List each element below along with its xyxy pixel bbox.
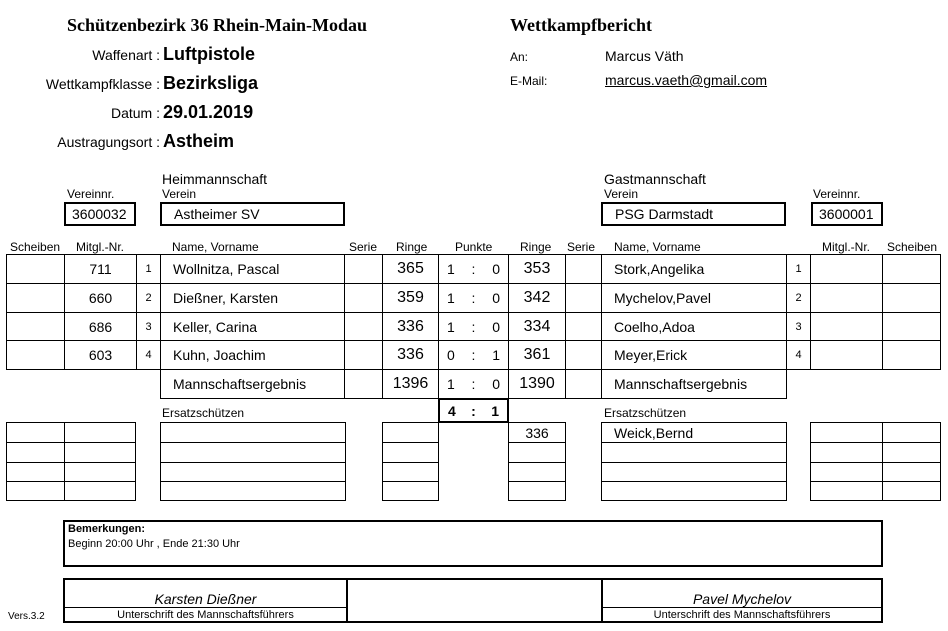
match-points: [438, 254, 509, 284]
match-points: [438, 340, 509, 370]
col-series-guest: Serie: [567, 240, 596, 254]
home-sub-targets: [6, 462, 65, 482]
guest-targets-cell: [882, 312, 941, 341]
weapon-label: Waffenart :: [92, 47, 160, 63]
home-targets-cell: [6, 283, 65, 313]
home-signature-caption: Unterschrift des Mannschaftsführers: [117, 609, 294, 621]
points-home: 0: [447, 347, 455, 363]
col-rings-home: Ringe: [396, 240, 428, 254]
col-member-no-home: Mitgl.-Nr.: [76, 240, 124, 254]
guest-member-no: [810, 283, 883, 313]
col-points: Punkte: [455, 240, 493, 254]
points-home: 1: [447, 318, 455, 335]
home-position: 3: [136, 312, 161, 341]
home-shooter-name: Kuhn, Joachim: [160, 340, 345, 370]
guest-rings: 334: [508, 312, 566, 341]
guest-sub-name: [601, 442, 787, 463]
points-guest: 1: [492, 347, 500, 363]
home-club-no-label: Vereinnr.: [67, 187, 115, 201]
match-points: [438, 283, 509, 313]
home-sub-targets: [6, 481, 65, 501]
guest-position: 4: [786, 340, 811, 370]
guest-shooter-name: Stork,Angelika: [601, 254, 787, 284]
home-shooter-name: Keller, Carina: [160, 312, 345, 341]
home-shooter-name: Dießner, Karsten: [160, 283, 345, 313]
points-sep: :: [471, 290, 476, 306]
guest-rings: 353: [508, 254, 566, 284]
home-series-cell: [344, 312, 383, 341]
guest-sub-targets: [882, 462, 941, 482]
guest-sub-name: [601, 481, 787, 501]
col-targets-home: Scheiben: [10, 240, 61, 254]
guest-targets-cell: [882, 340, 941, 370]
guest-member-no: [810, 340, 883, 370]
home-team-series: [344, 369, 383, 399]
guest-sub-targets: [882, 442, 941, 463]
col-series-home: Serie: [349, 240, 378, 254]
col-name-guest: Name, Vorname: [614, 240, 701, 254]
guest-team-title: Gastmannschaft: [604, 171, 706, 187]
guest-position: 2: [786, 283, 811, 313]
version-label: Vers.3.2: [8, 611, 45, 622]
email-label: E-Mail:: [510, 74, 548, 88]
remarks-box: [63, 520, 883, 567]
home-targets-cell: [6, 254, 65, 284]
home-member-no: 711: [64, 254, 137, 284]
home-series-cell: [344, 254, 383, 284]
home-sub-rings: [382, 462, 439, 482]
match-points: [438, 312, 509, 341]
guest-series-cell: [565, 312, 602, 341]
remarks-text: Beginn 20:00 Uhr , Ende 21:30 Uhr: [68, 538, 240, 550]
guest-member-no: [810, 254, 883, 284]
venue-value: Astheim: [163, 131, 235, 151]
points-sep: :: [471, 376, 476, 392]
home-sub-rings: [382, 481, 439, 501]
home-sub-targets: [6, 422, 65, 443]
guest-position: 1: [786, 254, 811, 284]
class-label: Wettkampfklasse :: [45, 76, 160, 92]
guest-targets-cell: [882, 283, 941, 313]
home-position: 1: [136, 254, 161, 284]
points-home: 4: [448, 402, 456, 419]
guest-position: 3: [786, 312, 811, 341]
home-sub-targets: [6, 442, 65, 463]
home-sub-member-no: [64, 422, 136, 443]
home-rings: 336: [382, 312, 439, 341]
guest-series-cell: [565, 283, 602, 313]
points-sep: :: [471, 318, 476, 335]
guest-club-no-label: Vereinnr.: [813, 187, 861, 201]
guest-sub-member-no: [810, 422, 883, 443]
home-series-cell: [344, 340, 383, 370]
district-title: Schützenbezirk 36 Rhein-Main-Modau: [67, 15, 368, 35]
home-sub-name: [160, 462, 346, 482]
home-captain-signature: Karsten Dießner: [154, 591, 257, 607]
class-value: Bezirksliga: [163, 73, 259, 93]
guest-sub-rings: [508, 462, 566, 482]
signature-box: [63, 578, 883, 623]
points-sep: :: [471, 347, 476, 363]
home-sub-member-no: [64, 481, 136, 501]
guest-shooter-name: Coelho,Adoa: [601, 312, 787, 341]
guest-signature-caption: Unterschrift des Mannschaftsführers: [653, 609, 831, 621]
guest-captain-signature: Pavel Mychelov: [692, 591, 792, 607]
date-label: Datum :: [110, 105, 160, 121]
points-home: 1: [447, 376, 455, 392]
home-team-title: Heimmannschaft: [162, 171, 268, 187]
home-club-name: Astheimer SV: [160, 202, 345, 226]
home-sub-member-no: [64, 462, 136, 482]
recipient-name: Marcus Väth: [605, 48, 684, 64]
guest-sub-name: Weick,Bernd: [601, 422, 787, 443]
points-home: 1: [447, 261, 455, 277]
guest-member-no: [810, 312, 883, 341]
guest-sub-rings: [508, 481, 566, 501]
guest-shooter-name: Mychelov,Pavel: [601, 283, 787, 313]
col-name-home: Name, Vorname: [172, 240, 259, 254]
points-guest: 0: [492, 376, 500, 392]
guest-series-cell: [565, 340, 602, 370]
remarks-label: Bemerkungen:: [68, 523, 146, 535]
guest-club-name: PSG Darmstadt: [601, 202, 786, 226]
home-position: 4: [136, 340, 161, 370]
guest-team-series: [565, 369, 602, 399]
points-guest: 0: [492, 261, 500, 277]
home-sub-name: [160, 422, 346, 443]
home-member-no: 603: [64, 340, 137, 370]
weapon-value: Luftpistole: [163, 44, 255, 64]
guest-club-no: 3600001: [811, 202, 883, 226]
home-shooter-name: Wollnitza, Pascal: [160, 254, 345, 284]
home-rings: 359: [382, 283, 439, 313]
guest-rings: 361: [508, 340, 566, 370]
guest-sub-rings: 336: [508, 422, 566, 443]
home-club-label: Verein: [162, 187, 197, 201]
points-sep: :: [471, 261, 476, 277]
home-team-rings: 1396: [382, 369, 439, 399]
home-sub-member-no: [64, 442, 136, 463]
guest-team-rings: 1390: [508, 369, 566, 399]
email-link[interactable]: marcus.vaeth@gmail.com: [605, 72, 768, 88]
home-targets-cell: [6, 340, 65, 370]
guest-sub-member-no: [810, 442, 883, 463]
recipient-label: An:: [510, 50, 529, 64]
team-points: [438, 369, 509, 399]
points-guest: 0: [492, 318, 500, 335]
guest-series-cell: [565, 254, 602, 284]
home-series-cell: [344, 283, 383, 313]
home-member-no: 660: [64, 283, 137, 313]
col-member-no-guest: Mitgl.-Nr.: [822, 240, 870, 254]
home-sub-name: [160, 442, 346, 463]
points-guest: 1: [491, 402, 499, 419]
home-position: 2: [136, 283, 161, 313]
home-sub-name: [160, 481, 346, 501]
col-rings-guest: Ringe: [520, 240, 552, 254]
guest-shooter-name: Meyer,Erick: [601, 340, 787, 370]
guest-sub-rings: [508, 442, 566, 463]
guest-team-result-label: Mannschaftsergebnis: [601, 369, 787, 399]
guest-rings: 342: [508, 283, 566, 313]
home-member-no: 686: [64, 312, 137, 341]
home-team-result-label: Mannschaftsergebnis: [160, 369, 345, 399]
home-substitutes-label: Ersatzschützen: [162, 406, 245, 420]
home-sub-rings: [382, 442, 439, 463]
home-rings: 336: [382, 340, 439, 370]
guest-club-label: Verein: [604, 187, 639, 201]
guest-sub-targets: [882, 481, 941, 501]
col-targets-guest: Scheiben: [887, 240, 938, 254]
guest-sub-name: [601, 462, 787, 482]
date-value: 29.01.2019: [163, 102, 254, 122]
home-club-no: 3600032: [64, 202, 136, 226]
points-home: 1: [447, 290, 455, 306]
home-targets-cell: [6, 312, 65, 341]
points-guest: 0: [492, 290, 500, 306]
guest-substitutes-label: Ersatzschützen: [604, 406, 687, 420]
points-sep: :: [471, 402, 476, 419]
guest-sub-targets: [882, 422, 941, 443]
guest-sub-member-no: [810, 481, 883, 501]
venue-label: Austragungsort :: [57, 134, 160, 150]
total-points: [438, 398, 509, 423]
home-sub-rings: [382, 422, 439, 443]
home-rings: 365: [382, 254, 439, 284]
report-title: Wettkampfbericht: [510, 15, 652, 35]
guest-sub-member-no: [810, 462, 883, 482]
guest-targets-cell: [882, 254, 941, 284]
